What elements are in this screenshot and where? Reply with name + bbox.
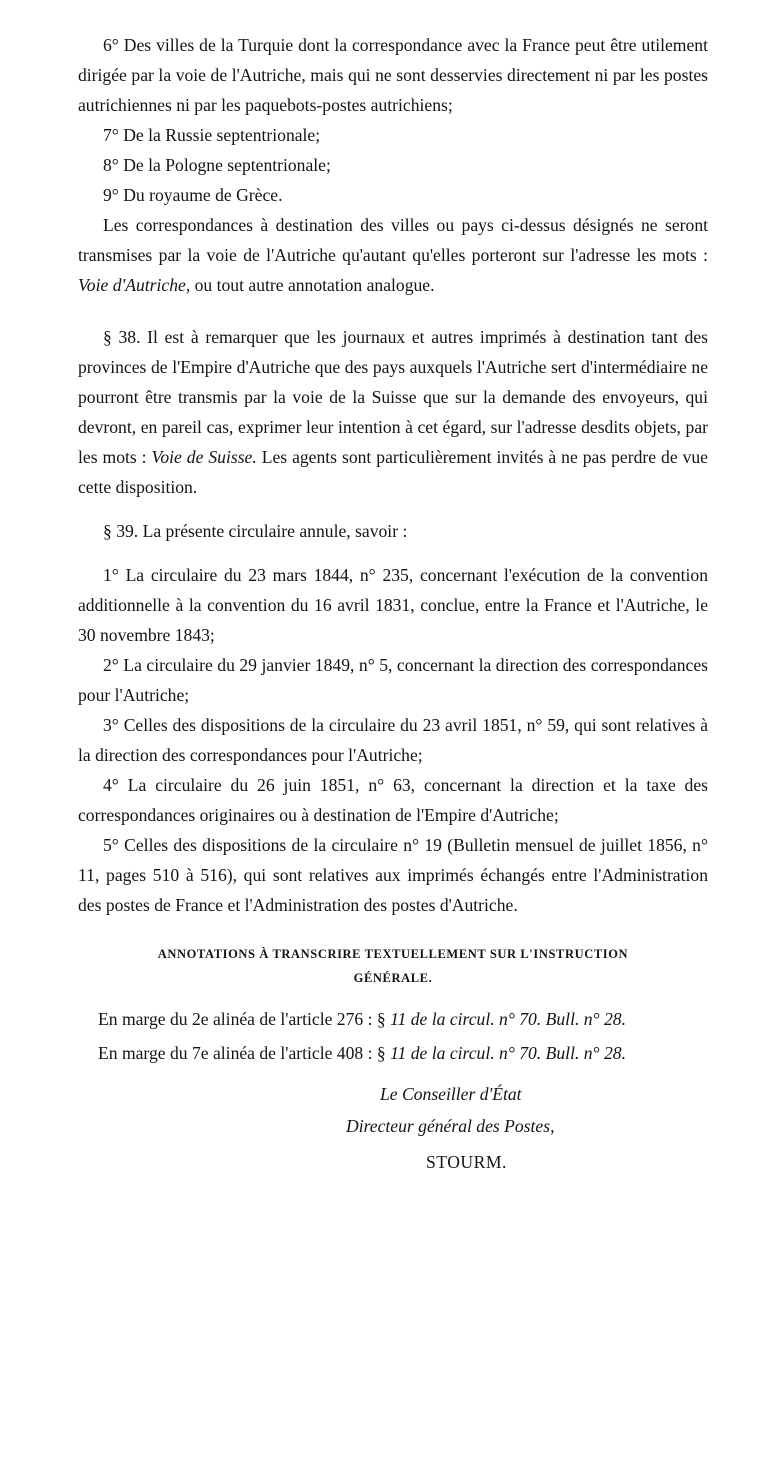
section-38 [78, 322, 708, 502]
paragraph-destination-text-2: ou tout autre annotation analogue. [190, 275, 435, 295]
annotation-1 [78, 1004, 708, 1034]
signature-name: STOURM. [426, 1152, 507, 1172]
section-39: § 39. La présente circulaire annule, savoir : [103, 521, 408, 541]
annotations-heading-line-2: GÉNÉRALE. [353, 971, 433, 985]
section-38-text-1: § 38. Il est à remarquer que les journaux et autres imprimés à destination tant des provinces de l'Empire d'Autriche que des pays auxquels l'Autriche sert d'intermédiaire ne pourront être transmis par la voie de la Suisse que sur la demande des envoyeurs, qui devront, en pareil cas, exprimer leur intention à cet égard, sur l'adresse desdits objets, par les mots : [78, 327, 708, 467]
item-8: 8° De la Pologne septentrionale; [103, 155, 331, 175]
annotation-2-lead: En marge du 7e alinéa de l'article 408 : § [98, 1043, 391, 1063]
document-body [78, 30, 708, 1178]
annotations-list [78, 1004, 708, 1068]
annotation-2 [78, 1038, 708, 1068]
item-39-5: 5° Celles des dispositions de la circulaire n° 19 (Bulletin mensuel de juillet 1856, n° 11, pages 510 à 516), qui sont relatives aux imprimés échangés entre l'Administration des postes de France et l'Administration des postes d'Autriche. [78, 835, 708, 915]
item-6: 6° Des villes de la Turquie dont la correspondance avec la France peut être utilement dirigée par la voie de l'Autriche, mais qui ne sont desservies directement ni par les postes autrichiennes ni par les paquebots-postes autrichiens; [78, 35, 708, 115]
item-39-2: 2° La circulaire du 29 janvier 1849, n° 5, concernant la direction des correspondances pour l'Autriche; [78, 655, 708, 705]
annotation-2-ref: 11 de la circul. n° 70. Bull. n° 28. [390, 1043, 626, 1063]
item-7: 7° De la Russie septentrionale; [103, 125, 321, 145]
item-39-3: 3° Celles des dispositions de la circulaire du 23 avril 1851, n° 59, qui sont relatives à la direction des correspondances pour l'Autriche; [78, 715, 708, 765]
signature-block [78, 1078, 708, 1178]
paragraph-destination [78, 210, 708, 300]
annotations-heading-line-1: ANNOTATIONS À TRANSCRIRE TEXTUELLEMENT SUR L'INSTRUCTION [157, 947, 629, 961]
item-39-4: 4° La circulaire du 26 juin 1851, n° 63, concernant la direction et la taxe des correspondances originaires ou à destination de l'Empire d'Autriche; [78, 775, 708, 825]
signature-role: Directeur général des Postes, [346, 1116, 555, 1136]
annotation-1-lead: En marge du 2e alinéa de l'article 276 : § [98, 1009, 391, 1029]
section-38-italic: Voie de Suisse. [151, 447, 257, 467]
item-39-1: 1° La circulaire du 23 mars 1844, n° 235, concernant l'exécution de la convention additionnelle à la convention du 16 avril 1831, conclue, entre la France et l'Autriche, le 30 novembre 1843; [78, 565, 708, 645]
paragraph-destination-italic: Voie d'Autriche, [78, 275, 191, 295]
item-9: 9° Du royaume de Grèce. [103, 185, 283, 205]
annotations-heading [78, 942, 708, 990]
annotation-1-ref: 11 de la circul. n° 70. Bull. n° 28. [390, 1009, 626, 1029]
paragraph-destination-text-1: Les correspondances à destination des villes ou pays ci-dessus désignés ne seront transmises par la voie de l'Autriche qu'autant qu'elles porteront sur l'adresse les mots : [78, 215, 708, 265]
signature-title: Le Conseiller d'État [380, 1084, 522, 1104]
section-38-text-2: Les agents sont particulièrement invités à ne pas perdre de vue cette disposition. [78, 447, 708, 497]
